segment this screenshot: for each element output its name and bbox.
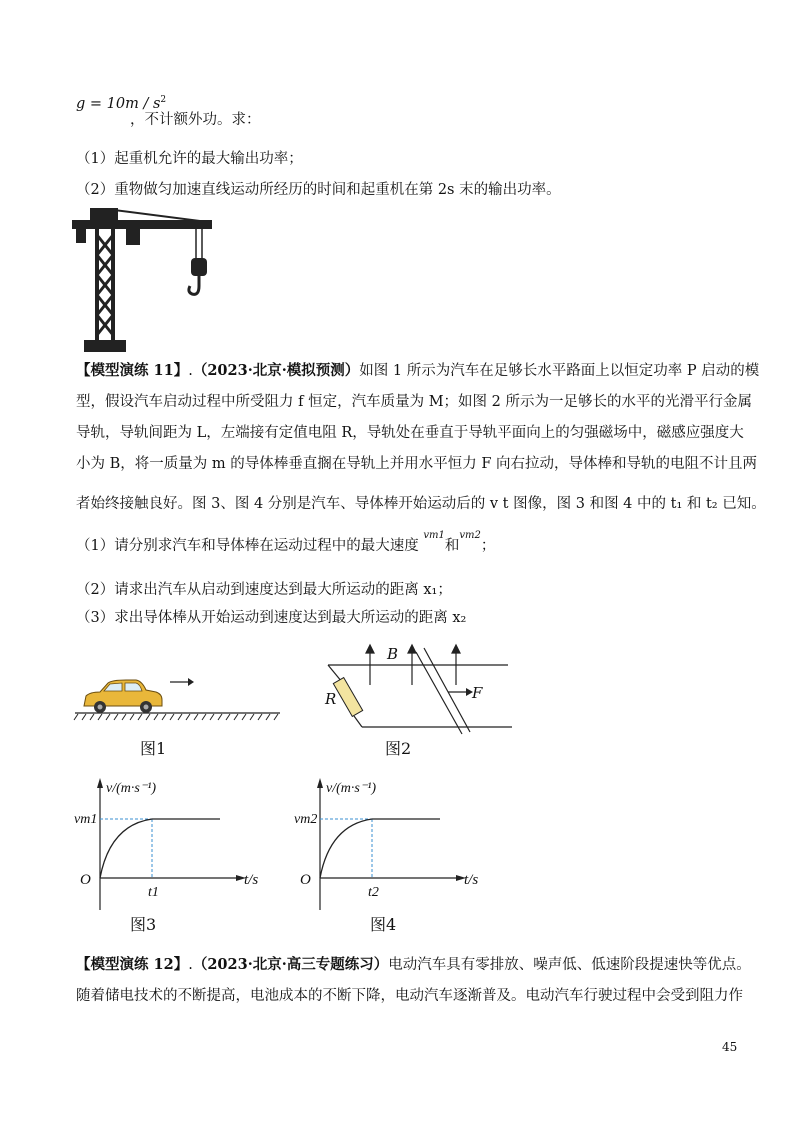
ex12-tag: 【模型演练 12】 xyxy=(76,956,189,973)
intro-tail: ，不计额外功。求： xyxy=(130,112,261,128)
fig3-xlabel: t/s xyxy=(244,872,259,888)
page-number: 45 xyxy=(722,1040,738,1054)
ex12-source: （2023·北京·高三专题练习） xyxy=(192,956,389,973)
fig3-curve xyxy=(100,819,220,878)
fig3-origin: O xyxy=(80,872,91,888)
ex11-tag: 【模型演练 11】 xyxy=(76,362,189,379)
fig4-origin: O xyxy=(300,872,311,888)
fig4-caption: 图4 xyxy=(370,915,397,934)
ex11-sep: . xyxy=(188,363,193,379)
fig3-t1: t1 xyxy=(148,885,159,900)
ex11-line4: 小为 B，将一质量为 m 的导体棒垂直搁在导轨上并用水平恒力 F 向右拉动，导体棒和导轨的电阻不计且两 xyxy=(76,456,758,472)
ex11-q1 xyxy=(76,530,496,558)
g-exponent: 2 xyxy=(160,95,167,105)
fig1-caption: 图1 xyxy=(140,739,167,758)
fig2-caption: 图2 xyxy=(385,739,412,758)
fig4-ylabel: v/(m·s⁻¹) xyxy=(326,781,377,796)
fig2-label-R: R xyxy=(325,690,337,708)
fig2-label-B: B xyxy=(387,645,399,663)
fig4-curve xyxy=(320,819,440,878)
ex11-source: （2023·北京·模拟预测） xyxy=(192,362,360,379)
crane-illustration xyxy=(70,200,220,360)
ex11-line3: 导轨，导轨间距为 L，左端接有定值电阻 R，导轨处在垂直于导轨平面向上的匀强磁场中，磁感应强度大 xyxy=(76,425,744,441)
fig3-ylabel: v/(m·s⁻¹) xyxy=(106,781,157,796)
ex11-line5: 者始终接触良好。图 3、图 4 分别是汽车、导体棒开始运动后的 v t 图像，图 3 和图 4 中的 t₁ 和 t₂ 已知。 xyxy=(76,496,766,512)
ex11-line2: 型，假设汽车启动过程中所受阻力 f 恒定，汽车质量为 M；如图 2 所示为一足够长的水平的光滑平行金属 xyxy=(76,394,752,410)
ex11-line1 xyxy=(76,361,759,381)
fig4-t2: t2 xyxy=(368,885,379,900)
ex11-q1-end: ； xyxy=(480,538,496,554)
fig3-caption: 图3 xyxy=(130,915,157,934)
ex11-q3: （3）求出导体棒从开始运动到速度达到最大所运动的距离 x₂ xyxy=(76,610,467,626)
figure-2-rails xyxy=(320,640,520,740)
q10-part2: （2）重物做匀加速直线运动所经历的时间和起重机在第 2s 末的输出功率。 xyxy=(76,182,561,198)
ex12-line1 xyxy=(76,955,751,975)
ex12-line1-rest: 电动汽车具有零排放、噪声低、低速阶段提速快等优点。 xyxy=(388,957,751,973)
ex12-sep: . xyxy=(188,957,193,973)
ex11-q1-vm1: vm1 xyxy=(423,530,445,541)
figure-1-car xyxy=(70,670,290,770)
ex11-q1-and: 和 xyxy=(444,538,460,554)
ex11-q1-vm2: vm2 xyxy=(459,530,481,541)
ex12-line2: 随着储电技术的不断提高，电池成本的不断下降，电动汽车逐渐普及。电动汽车行驶过程中会受到阻力作 xyxy=(76,988,743,1004)
ex11-line1-rest: 如图 1 所示为汽车在足够长水平路面上以恒定功率 P 启动的模 xyxy=(359,363,760,379)
figure-4-graph xyxy=(290,770,520,910)
g-formula: g = 10m / s xyxy=(76,95,161,112)
fig4-xlabel: t/s xyxy=(464,872,479,888)
ex11-q1-text: （1）请分别求汽车和导体棒在运动过程中的最大速度 xyxy=(76,538,419,554)
fig4-vmax: vm2 xyxy=(294,812,318,827)
q10-part1: （1）起重机允许的最大输出功率； xyxy=(76,151,303,167)
ex11-q2: （2）请求出汽车从启动到速度达到最大所运动的距离 x₁； xyxy=(76,582,452,598)
figure-3-graph xyxy=(70,770,300,910)
fig3-vmax: vm1 xyxy=(74,812,98,827)
fig2-label-F: F xyxy=(472,684,483,702)
